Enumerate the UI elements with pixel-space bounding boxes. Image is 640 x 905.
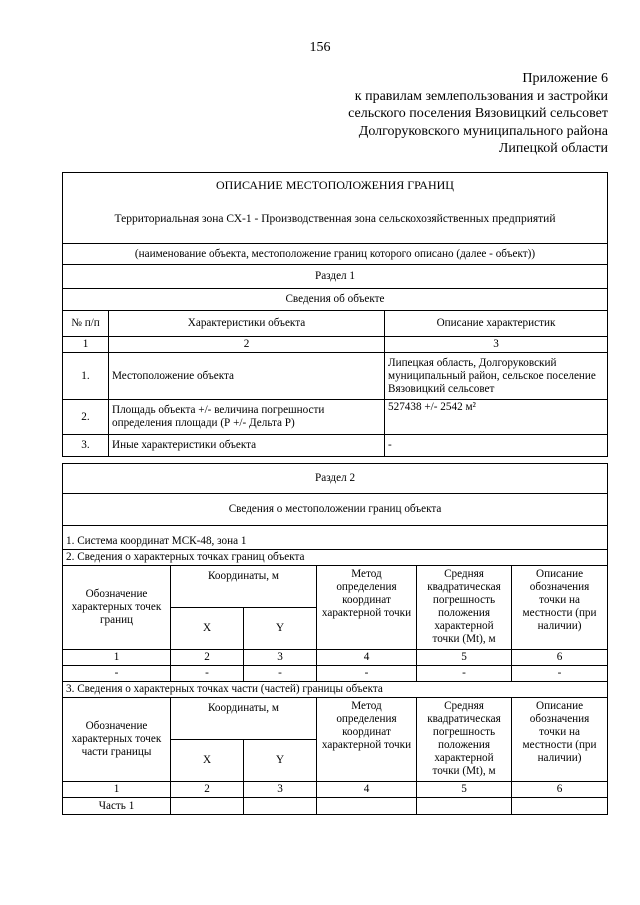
approval-block [348,70,608,158]
column-number: 6 [512,782,608,798]
table-cell [512,798,608,815]
table-cell [317,798,417,815]
description-header: Описание обозначения точки на местности (при наличии) [512,698,608,782]
object-caption: (наименование объекта, местоположение границ которого описано (далее - объект)) [63,244,608,265]
table-cell: - [317,666,417,682]
approval-line: к правилам землепользования и застройки [354,88,608,104]
column-number: 2 [109,337,385,353]
table-cell [171,798,244,815]
table-cell: - [171,666,244,682]
row-name: Местоположение объекта [109,353,385,400]
table-row [63,353,608,400]
approval-line: Долгоруковского муниципального района [358,123,608,139]
row-number: 2. [63,400,109,435]
column-number: 1 [63,650,171,666]
method-header: Метод определения координат характерной точки [317,698,417,782]
column-number: 3 [385,337,608,353]
row-value: - [385,435,608,457]
error-header: Средняя квадратическая погрешность положения характерной точки (Mt), м [417,698,512,782]
column-number: 5 [417,650,512,666]
table-cell: - [512,666,608,682]
y-header: Y [244,608,317,650]
document-title: ОПИСАНИЕ МЕСТОПОЛОЖЕНИЯ ГРАНИЦ [216,178,454,192]
column-number: 2 [171,650,244,666]
section1-block [62,172,607,467]
method-header: Метод определения координат характерной точки [317,566,417,650]
table-cell: - [417,666,512,682]
header-cell [63,173,608,244]
part-label: Часть 1 [63,798,171,815]
section2-title: Раздел 2 [63,464,608,494]
table-row [63,666,608,682]
page-number: 156 [309,40,331,55]
row-number: 3. [63,435,109,457]
description-header: Описание обозначения точки на местности (при наличии) [512,566,608,650]
table-cell: - [63,666,171,682]
column-number: 5 [417,782,512,798]
column-header: Описание характеристик [385,311,608,337]
row-value: Липецкая область, Долгоруковский муниципальный район, сельское поселение Вязовицкий сельсовет [385,353,608,400]
designation-header: Обозначение характерных точек границ [63,566,171,650]
coord-system: 1. Система координат МСК-48, зона 1 [63,526,608,550]
x-header: X [171,740,244,782]
approval-line: Липецкой области [498,141,608,156]
table-row [63,435,608,457]
column-header: Характеристики объекта [109,311,385,337]
column-number: 3 [244,782,317,798]
part-points-heading: 3. Сведения о характерных точках части (частей) границы объекта [63,682,608,698]
row-value: 527438 +/- 2542 м² [385,400,608,435]
row-name: Иные характеристики объекта [109,435,385,457]
section2-subtitle: Сведения о местоположении границ объекта [63,494,608,526]
column-number: 2 [171,782,244,798]
row-number: 1. [63,353,109,400]
y-header: Y [244,740,317,782]
section1-title: Раздел 1 [63,265,608,289]
column-header: № п/п [63,311,109,337]
section1-table [62,172,608,457]
table-row [63,400,608,435]
zone-name: Территориальная зона СХ-1 - Производственная зона сельскохозяйственных предприятий [114,213,556,225]
table-cell [244,798,317,815]
row-name: Площадь объекта +/- величина погрешности определения площади (Р +/- Дельта Р) [109,400,385,435]
x-header: X [171,608,244,650]
table-cell [417,798,512,815]
column-number: 4 [317,782,417,798]
approval-line: Приложение 6 [522,71,608,86]
table-row [63,798,608,815]
coords-header: Координаты, м [171,698,317,740]
approval-line: сельского поселения Вязовицкий сельсовет [348,106,608,121]
section2-table [62,463,608,815]
points-heading: 2. Сведения о характерных точках границ объекта [63,550,608,566]
table-cell: - [244,666,317,682]
error-header: Средняя квадратическая погрешность положения характерной точки (Mt), м [417,566,512,650]
coords-header: Координаты, м [171,566,317,608]
column-number: 1 [63,782,171,798]
section1-subtitle: Сведения об объекте [63,289,608,311]
column-number: 1 [63,337,109,353]
column-number: 4 [317,650,417,666]
section2-block [62,463,607,815]
designation-header: Обозначение характерных точек части границы [63,698,171,782]
column-number: 6 [512,650,608,666]
column-number: 3 [244,650,317,666]
